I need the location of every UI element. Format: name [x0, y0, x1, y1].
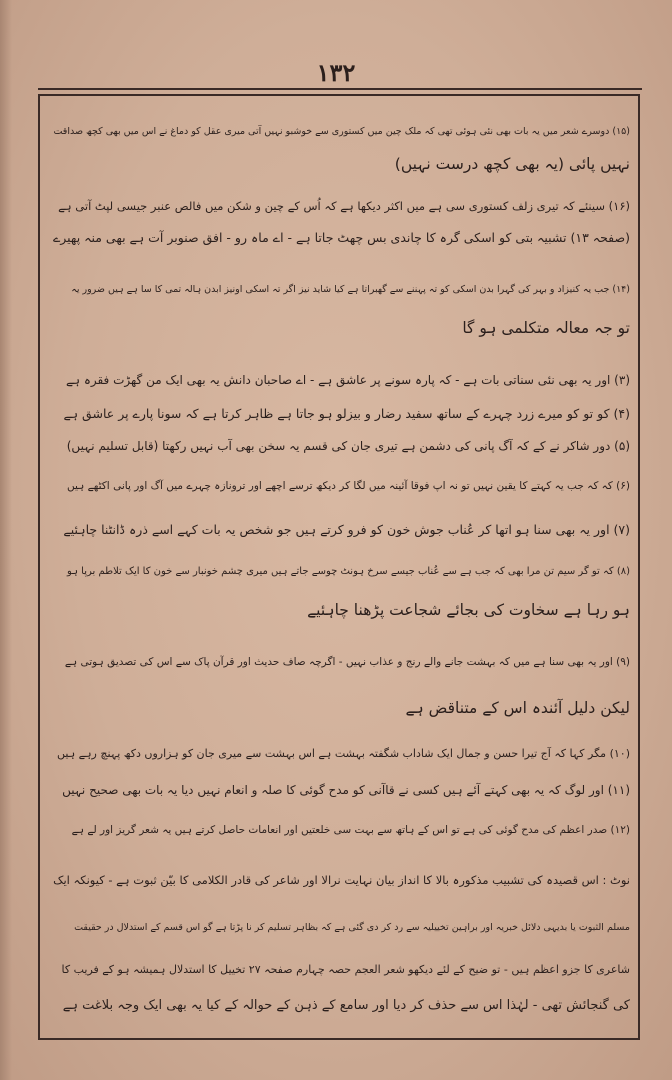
text-line: (۸) کہ تو گر سیم تن مرا بھی کہ جب ہے سے عُناب جیسے سرخ ہونٹ چوسے جاتے ہیں میری چشم خونبار سے خون کا ایک تلاطم برپا ہو [66, 566, 630, 577]
text-line: (۹) اور یہ بھی سنا ہے میں کہ بہشت جانے والے رنج و عذاب نہیں - اگرچہ صاف حدیث اور قرآن پاک سے اس کی تصدیق ہوتی ہے [64, 656, 630, 668]
text-line: شاعری کا جزو اعظم ہیں - تو ضیح کے لئے دیکھو شعر العجم حصہ چہارم صفحہ ۲۷ تخییل کا استدلال ہمیشہ ہو کے فریب کا [61, 963, 630, 976]
text-line: (۳) اور یہ بھی نئی سناتی بات ہے - کہ پارہ سونے پر عاشق ہے - اے صاحبان دانش یہ بھی ایک من گھڑت فقرہ ہے [65, 373, 630, 387]
page-edge-shadow [0, 0, 12, 1080]
text-line: نوٹ : اس قصیدہ کی تشبیب مذکورہ بالا کا انداز بیان نہایت نرالا اور شاعر کی قادر الکلامی کا بیّن ثبوت ہے - کیونکہ ایک [53, 873, 630, 887]
text-line: (صفحہ ۱۳) تشبیہ بتی کو اسکی گرہ کا چاندی بس چھٹ جاتا ہے - اے ماہ رو - افق صنوبر آت ہے بھی منہ پھیرے [52, 230, 630, 245]
text-line: کی گنجائش تھی - لہٰذا اس سے حذف کر دیا اور سامع کے ذہن کے حوالہ کے کیا یہ بھی ایک وجہ بلاغت ہے [62, 998, 630, 1013]
page-number: ۱۳۲ [316, 58, 356, 87]
text-line: (۱۶) سینئے کہ تیری زلف کستوری سی ہے میں اکثر دیکھا ہے کہ اُس کے چین و شکن میں فالص عنبر جیسی لپٹ آتی ہے [58, 199, 630, 213]
text-line: تو جہ معالہ متکلمی ہو گا [462, 319, 630, 337]
text-line: (۱۱) اور لوگ کہ یہ بھی کہتے آئے ہیں کسی نے قاآنی کو مدح گوئی کا صلہ و انعام نہیں دیا یہ بات بھی صحیح نہیں [62, 783, 630, 797]
text-line: (۴) کو تو کو میرے زرد چہرے کے ساتھ سفید رضار و بیزلو ہو جاتا ہے ظاہر کرتا ہے کہ سونا پارے پر عاشق ہے [63, 406, 630, 421]
text-line: مسلم الثبوت یا بدیہی دلائل خبریہ اور براہین تخییلیہ سے رد کر دی گئی ہے کہ بظاہر تسلیم کر نا پڑتا ہے گو اس قسم کے استدلال در حقیقت [74, 922, 630, 933]
text-line: نہیں پائی (یہ بھی کچھ درست نہیں) [394, 155, 630, 173]
text-line: (۱۲) صدر اعظم کی مدح گوئی کی ہے تو اس کے ہاتھ سے بہت سی خلعتیں اور انعامات حاصل کرتے ہیں یہ شعر گریز اور لے ہے [71, 824, 630, 836]
top-rule [38, 88, 642, 90]
text-line: لیکن دلیل آئندہ اس کے متناقض ہے [405, 699, 630, 717]
text-line: (۷) اور یہ بھی سنا ہو اتھا کر عُناب جوش خون کو فرو کرتے ہیں جو شخص یہ بات کہے اسے ذرہ ڈانٹنا چاہئیے [63, 522, 630, 537]
text-line: (۱۰) مگر کہا کہ آج تیرا حسن و جمال ایک شاداب شگفتہ بہشت ہے اس بہشت سے میری جان کو ہزاروں دکھ پہنچ رہے ہیں [57, 747, 630, 760]
text-line: (۵) دور شاکر نے کے کہ آگ پانی کی دشمن ہے تیری جان کی قسم یہ سخن بھی آب نہیں رکھتا (قابل تسلیم نہیں) [66, 439, 630, 453]
text-line: (۱۴) جب یہ کنیزاد و بہر کی گہرا بدن اسکی کو تہ پہننے سے گھبراتا ہے کیا شاید نیز اگر تہ اسکی اونیز ابدن ہالہ تمی کا سا ہے ہیں ضرور یہ [71, 284, 630, 295]
text-line: (۱۵) دوسرے شعر میں یہ بات بھی نئی ہوئی تھی کہ ملک چین میں کستوری سے خوشبو نہیں آتی میری عقل کو دماغ نے اس میں بھی کچھ صداقت [53, 126, 630, 137]
text-line: ہو رہا ہے سخاوت کی بجائے شجاعت پڑھنا چاہئیے [307, 601, 630, 619]
text-line: (۶) کہ کہ جب یہ کہتے کا یقین نہیں تو نہ اپ فوقا آئینہ میں لگا کر دیکھ ترسے اچھے اور ترونازہ چہرے میں آگ اور پانی اکٹھے ہیں [67, 480, 630, 492]
